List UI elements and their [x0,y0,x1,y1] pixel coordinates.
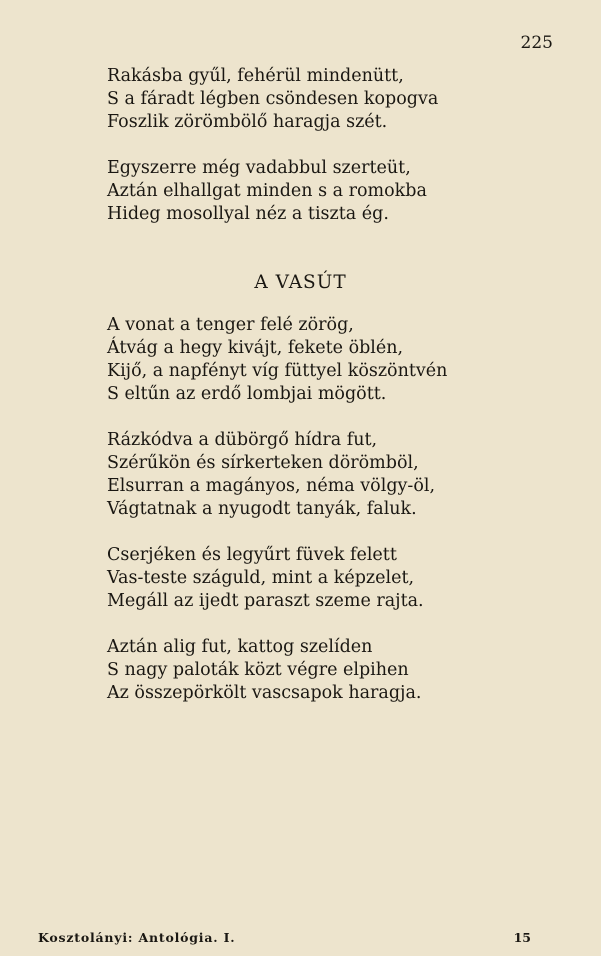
verse-line: Hideg mosollyal néz a tiszta ég. [107,204,389,224]
stanza [107,157,438,226]
verse-line: A vonat a tenger felé zörög, [107,315,354,335]
footer-sheet-number: 15 [513,930,531,945]
stanza [107,65,438,134]
footer-signature: Kosztolányi: Antológia. I. [38,930,236,945]
verse-line: Foszlik zörömbölő haragja szét. [107,112,388,132]
verse-line: Az összepörkölt vascsapok haragja. [107,683,422,703]
verse-line: Rázkódva a dübörgő hídra fut, [107,430,378,450]
poem-body [107,314,447,705]
verse-line: Kijő, a napfényt víg füttyel köszöntvén [107,361,448,381]
verse-line: S nagy paloták közt végre elpihen [107,660,409,680]
stanza [107,636,447,705]
page-number: 225 [520,33,553,53]
verse-line: Cserjéken és legyűrt füvek felett [107,545,397,565]
verse-line: Aztán alig fut, kattog szelíden [107,637,373,657]
verse-line: Elsurran a magányos, néma völgy-öl, [107,476,436,496]
verse-line: Egyszerre még vadabbul szerteüt, [107,158,411,178]
verse-line: Rakásba gyűl, fehérül mindenütt, [107,66,404,86]
verse-line: Átvág a hegy kivájt, fekete öblén, [107,338,404,358]
verse-line: Vas-teste száguld, mint a képzelet, [107,568,415,588]
stanza [107,544,447,613]
poem-title: A VASÚT [254,272,347,293]
verse-line: S a fáradt légben csöndesen kopogva [107,89,439,109]
stanza [107,314,447,406]
stanza [107,429,447,521]
preceding-poem-ending [107,65,438,226]
verse-line: Vágtatnak a nyugodt tanyák, faluk. [107,499,417,519]
verse-line: Szérűkön és sírkerteken dörömböl, [107,453,419,473]
verse-line: S eltűn az erdő lombjai mögött. [107,384,387,404]
verse-line: Aztán elhallgat minden s a romokba [107,181,427,201]
verse-line: Megáll az ijedt paraszt szeme rajta. [107,591,424,611]
